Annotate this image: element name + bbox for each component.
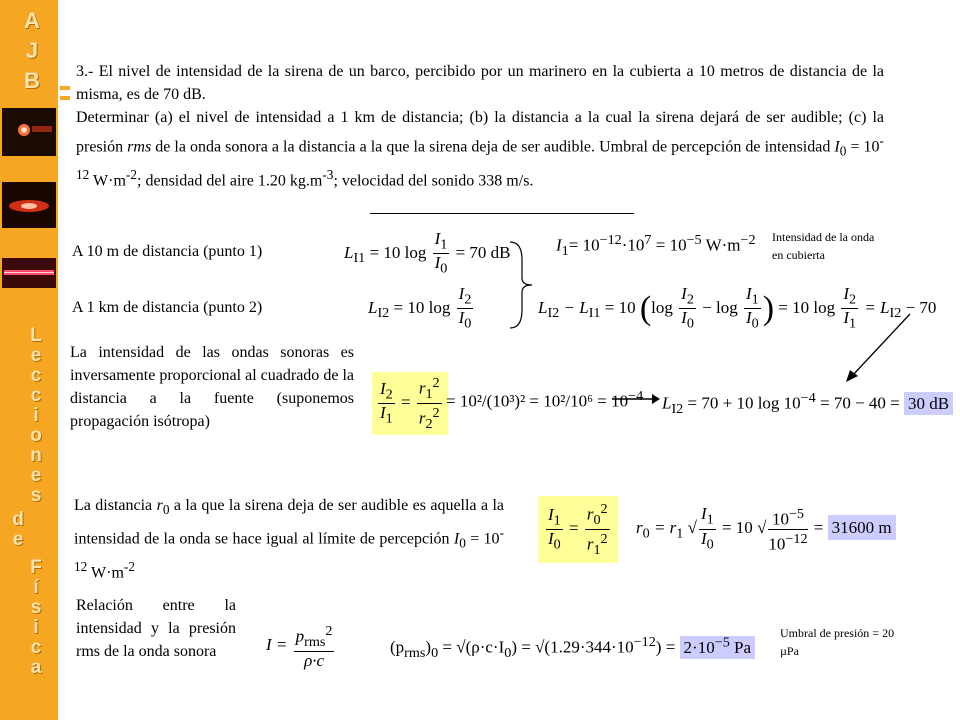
level-result: $L_{I2} = 70 + 10$ $\log 10^{-4} = 70 - 40 = 30$ dB xyxy=(662,390,953,418)
title-letter: c xyxy=(30,385,42,406)
level-result-value: 30 dB xyxy=(904,392,953,415)
laser-image-3 xyxy=(2,258,56,288)
title-letter: L xyxy=(30,325,42,346)
pressure-text: Relación entre la intensidad y la presión rms de la onda sonora xyxy=(76,597,236,660)
inverse-square-text: La intensidad de las ondas sonoras es inversamente proporcional al cuadrado de la distancia a la fuente (suponemos propagación isótropa) xyxy=(70,344,354,430)
point1-equation: $L_{I1} = 10$ log $\frac{I_1}{I_0}$ = 70 dB xyxy=(344,229,511,277)
title-letter: o xyxy=(30,425,42,446)
title-letter: e xyxy=(30,345,42,366)
pressure-note: Umbral de presión = 20 µPa xyxy=(780,626,895,658)
logo-letter: J xyxy=(25,38,39,63)
problem-line1: 3.- El nivel de intensidad de la sirena de un barco, percibido por un marinero en la cubierta a 10 metros de distancia de la misma, es de 70 dB. xyxy=(76,63,884,103)
distance-text: La distancia $r_0$ a la que la sirena deja de ser audible es aquella a la intensidad de la onda se hace igual al límite de percepción $I_0 = 10^{-12}$ $W\cdot m^{-2}$ xyxy=(74,497,505,582)
title-letter: e xyxy=(30,465,42,486)
bullet-bar xyxy=(60,96,70,100)
point1-label: A 10 m de distancia (punto 1) xyxy=(72,243,263,260)
title-letter: e xyxy=(12,529,24,550)
problem-line2: Determinar (a) el nivel de intensidad a 1 km de distancia; (b) la distancia a la cual la sirena dejará de ser audible; (c) la presión rms de la onda sonora a la distancia a la que la sirena deja de ser audible. Umbral de percepción de intensidad $I_0 = 10^{-12}$ $W\cdot m^{-2}$; densidad del aire 1.20 $kg.m^{-3}$; velocidad del sonido 338 m/s. xyxy=(76,109,884,189)
intensity-equation: $I_1= 10^{-12}\cdot 10^7 = 10^{-5}$ $W\cdot m^{-2}$ xyxy=(556,232,756,260)
vertical-title xyxy=(0,326,58,678)
title-letter: s xyxy=(30,485,42,506)
pressure-result: $(p_{rms})_0 = √(\rho\cdot c\cdot I_0) = √(1.29\cdot 344\cdot 10^{-12}) = 2\cdot 10^{-5}$ Pa xyxy=(390,634,755,662)
title-letter: i xyxy=(33,617,39,638)
distance-result: $r_0 = r_1$ √ $\frac{I_1}{I_0}$ = 10 √ $\frac{10^{-5}}{10^{-12}}$ = 31600 m xyxy=(636,505,896,553)
distance-result-value: 31600 m xyxy=(828,515,896,540)
problem-statement xyxy=(76,60,884,192)
laser-image-2 xyxy=(2,182,56,228)
logo-letter: B xyxy=(24,68,40,93)
title-letter: s xyxy=(30,597,42,618)
ratio-computation: = $10^2/(10^3)^2 = 10^2/10^6 = 10^{-4}$ xyxy=(446,388,644,411)
pressure-result-value: $2\cdot 10^{-5}$ Pa xyxy=(680,636,755,659)
logo-letter: A xyxy=(24,8,40,33)
pressure-relation: I = $\frac{p_{rms}^2}{\rho\cdot c}$ xyxy=(266,623,333,671)
title-letter: í xyxy=(33,577,39,598)
inverse-square-formula: $\frac{I_2}{I_1}$ = $\frac{r_1^2}{r_2^2}$ xyxy=(372,372,448,435)
point2-equation: $L_{I2} = 10$ log $\frac{I_2}{I_0}$ xyxy=(368,284,472,332)
sidebar xyxy=(0,0,58,720)
difference-equation: $L_{I2} - L_{I1} = 10$ (log $\frac{I_2}{I_0}$ − log $\frac{I_1}{I_0}$ ) = 10 log $\frac{I_2}{I_1}$ = $L_{I2} - 70$ xyxy=(538,284,937,332)
brace xyxy=(508,240,538,330)
intensity-note: Intensidad de la onda en cubierta xyxy=(772,230,875,262)
title-letter: c xyxy=(30,365,42,386)
threshold-formula: $\frac{I_1}{I_0}$ = $\frac{r_0^2}{r_1^2}$ xyxy=(538,496,618,563)
laser-image-1 xyxy=(2,108,56,156)
title-letter: d xyxy=(12,509,24,530)
title-letter: i xyxy=(33,405,39,426)
pointer-arrow xyxy=(844,312,914,384)
title-letter: c xyxy=(30,637,42,658)
divider xyxy=(370,213,634,214)
title-letter: F xyxy=(30,557,42,578)
title-letter: n xyxy=(30,445,42,466)
bullet-bar xyxy=(60,86,70,90)
title-letter: a xyxy=(30,657,42,678)
point2-label: A 1 km de distancia (punto 2) xyxy=(72,299,263,316)
arrow-right-icon xyxy=(612,392,660,406)
